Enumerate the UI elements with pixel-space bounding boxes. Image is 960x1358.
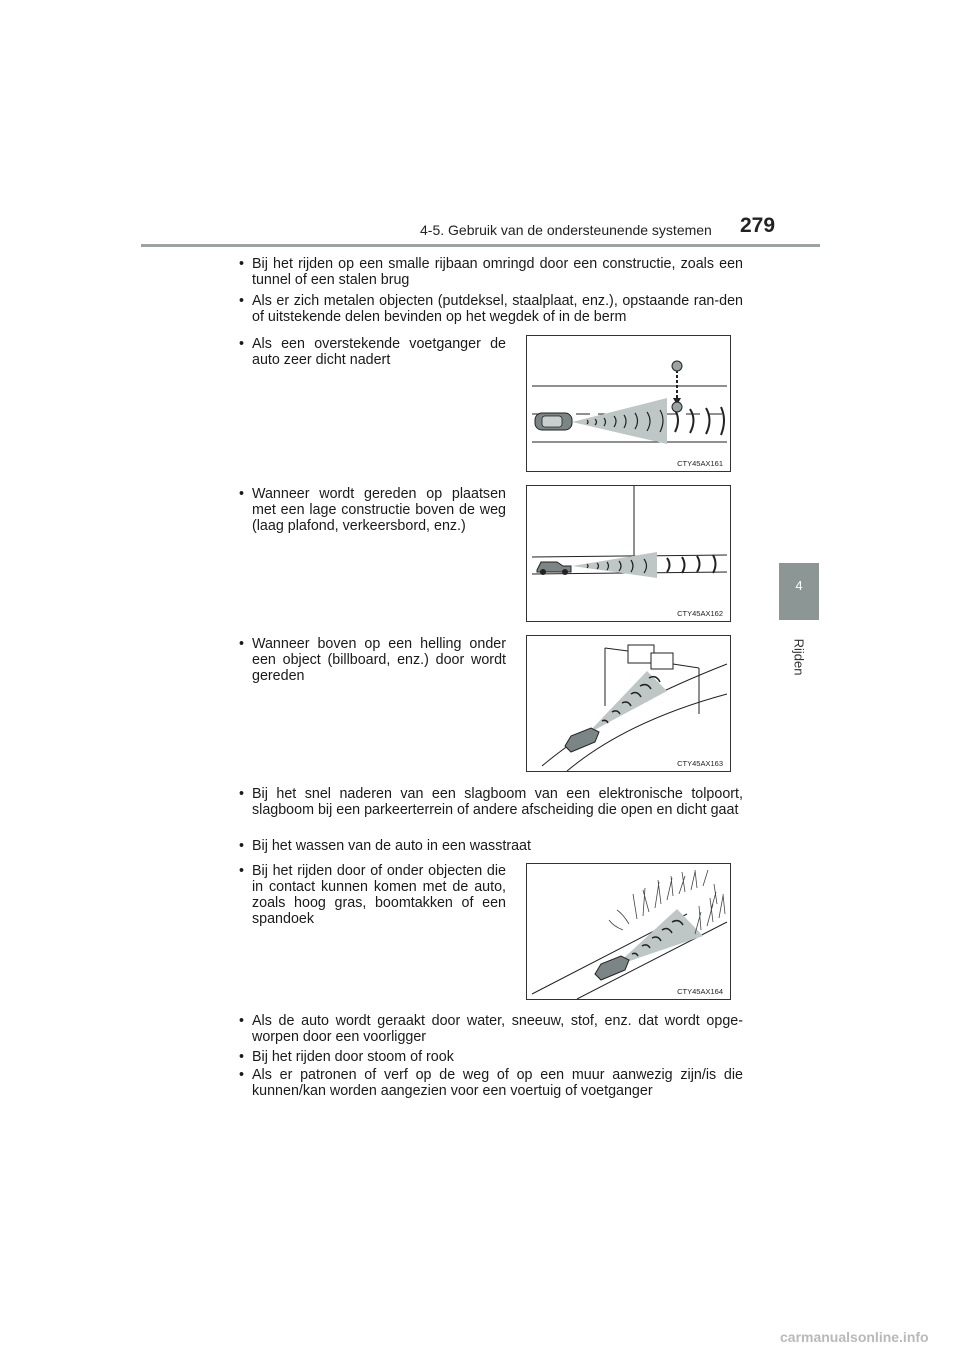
bullet-barrier — [239, 786, 743, 818]
bullet-slope-billboard — [239, 636, 506, 684]
chapter-label-text: Rijden — [791, 638, 807, 676]
bullet-narrow-road — [239, 256, 743, 288]
chapter-tab[interactable]: 4 — [779, 563, 819, 620]
figure-low-structure-illustration — [527, 486, 730, 621]
bullet-text: Als de auto wordt geraakt door water, sneeuw, stof, enz. dat wordt opge-worpen door een voorligger — [252, 1013, 743, 1045]
bullet-text: Bij het rijden door stoom of rook — [252, 1049, 454, 1065]
chapter-label — [776, 632, 822, 682]
figure-code: CTY45AX164 — [677, 987, 723, 996]
page-number: 279 — [740, 214, 776, 237]
bullet-dot: • — [239, 838, 245, 854]
figure-grass-branches — [526, 863, 731, 1000]
bullet-metal-objects — [239, 293, 743, 325]
figure-slope-billboard — [526, 635, 731, 772]
bullet-dot: • — [239, 336, 245, 352]
watermark: carmanualsonline.info — [780, 1329, 929, 1345]
figure-pedestrian-illustration — [527, 336, 730, 471]
figure-code: CTY45AX163 — [677, 759, 723, 768]
bullet-dot: • — [239, 1049, 245, 1065]
bullet-text: Bij het rijden door of onder objecten die in contact kunnen komen met de auto, zoals hoog gras, boomtakken of een spandoek — [252, 863, 506, 927]
bullet-water-snow — [239, 1013, 743, 1045]
figure-pedestrian — [526, 335, 731, 472]
figure-grass-branches-illustration — [527, 864, 730, 999]
bullet-dot: • — [239, 636, 245, 652]
bullet-dot: • — [239, 1067, 245, 1083]
bullet-text: Wanneer boven op een helling onder een object (billboard, enz.) door wordt gereden — [252, 636, 506, 684]
figure-low-structure — [526, 485, 731, 622]
bullet-dot: • — [239, 293, 245, 309]
figure-code: CTY45AX161 — [677, 459, 723, 468]
bullet-pedestrian — [239, 336, 506, 368]
bullet-text: Als er patronen of verf op de weg of op een muur aanwezig zijn/is die kunnen/kan worden aangezien voor een voertuig of voetganger — [252, 1067, 743, 1099]
bullet-dot: • — [239, 786, 245, 802]
bullet-dot: • — [239, 256, 245, 272]
bullet-text: Wanneer wordt gereden op plaatsen met een lage constructie boven de weg (laag plafond, verkeersbord, enz.) — [252, 486, 506, 534]
bullet-dot: • — [239, 1013, 245, 1029]
bullet-steam-smoke — [239, 1049, 743, 1065]
section-title: 4-5. Gebruik van de ondersteunende systemen — [420, 222, 712, 238]
bullet-text: Als een overstekende voetganger de auto zeer dicht nadert — [252, 336, 506, 368]
bullet-text: Bij het wassen van de auto in een wasstraat — [252, 838, 531, 854]
header-divider — [141, 244, 820, 247]
bullet-text: Bij het rijden op een smalle rijbaan omringd door een constructie, zoals een tunnel of een stalen brug — [252, 256, 743, 288]
figure-code: CTY45AX162 — [677, 609, 723, 618]
bullet-dot: • — [239, 863, 245, 879]
bullet-text: Als er zich metalen objecten (putdeksel, staalplaat, enz.), opstaande ran-den of uitstekende delen bevinden op het wegdek of in de berm — [252, 293, 743, 325]
bullet-text: Bij het snel naderen van een slagboom van een elektronische tolpoort, slagboom bij een parkeerterrein of andere afscheiding die open en dicht gaat — [252, 786, 743, 818]
bullet-grass-branches — [239, 863, 506, 927]
bullet-low-structure — [239, 486, 506, 534]
bullet-car-wash — [239, 838, 743, 854]
bullet-dot: • — [239, 486, 245, 502]
figure-slope-billboard-illustration — [527, 636, 730, 771]
bullet-paint-patterns — [239, 1067, 743, 1099]
